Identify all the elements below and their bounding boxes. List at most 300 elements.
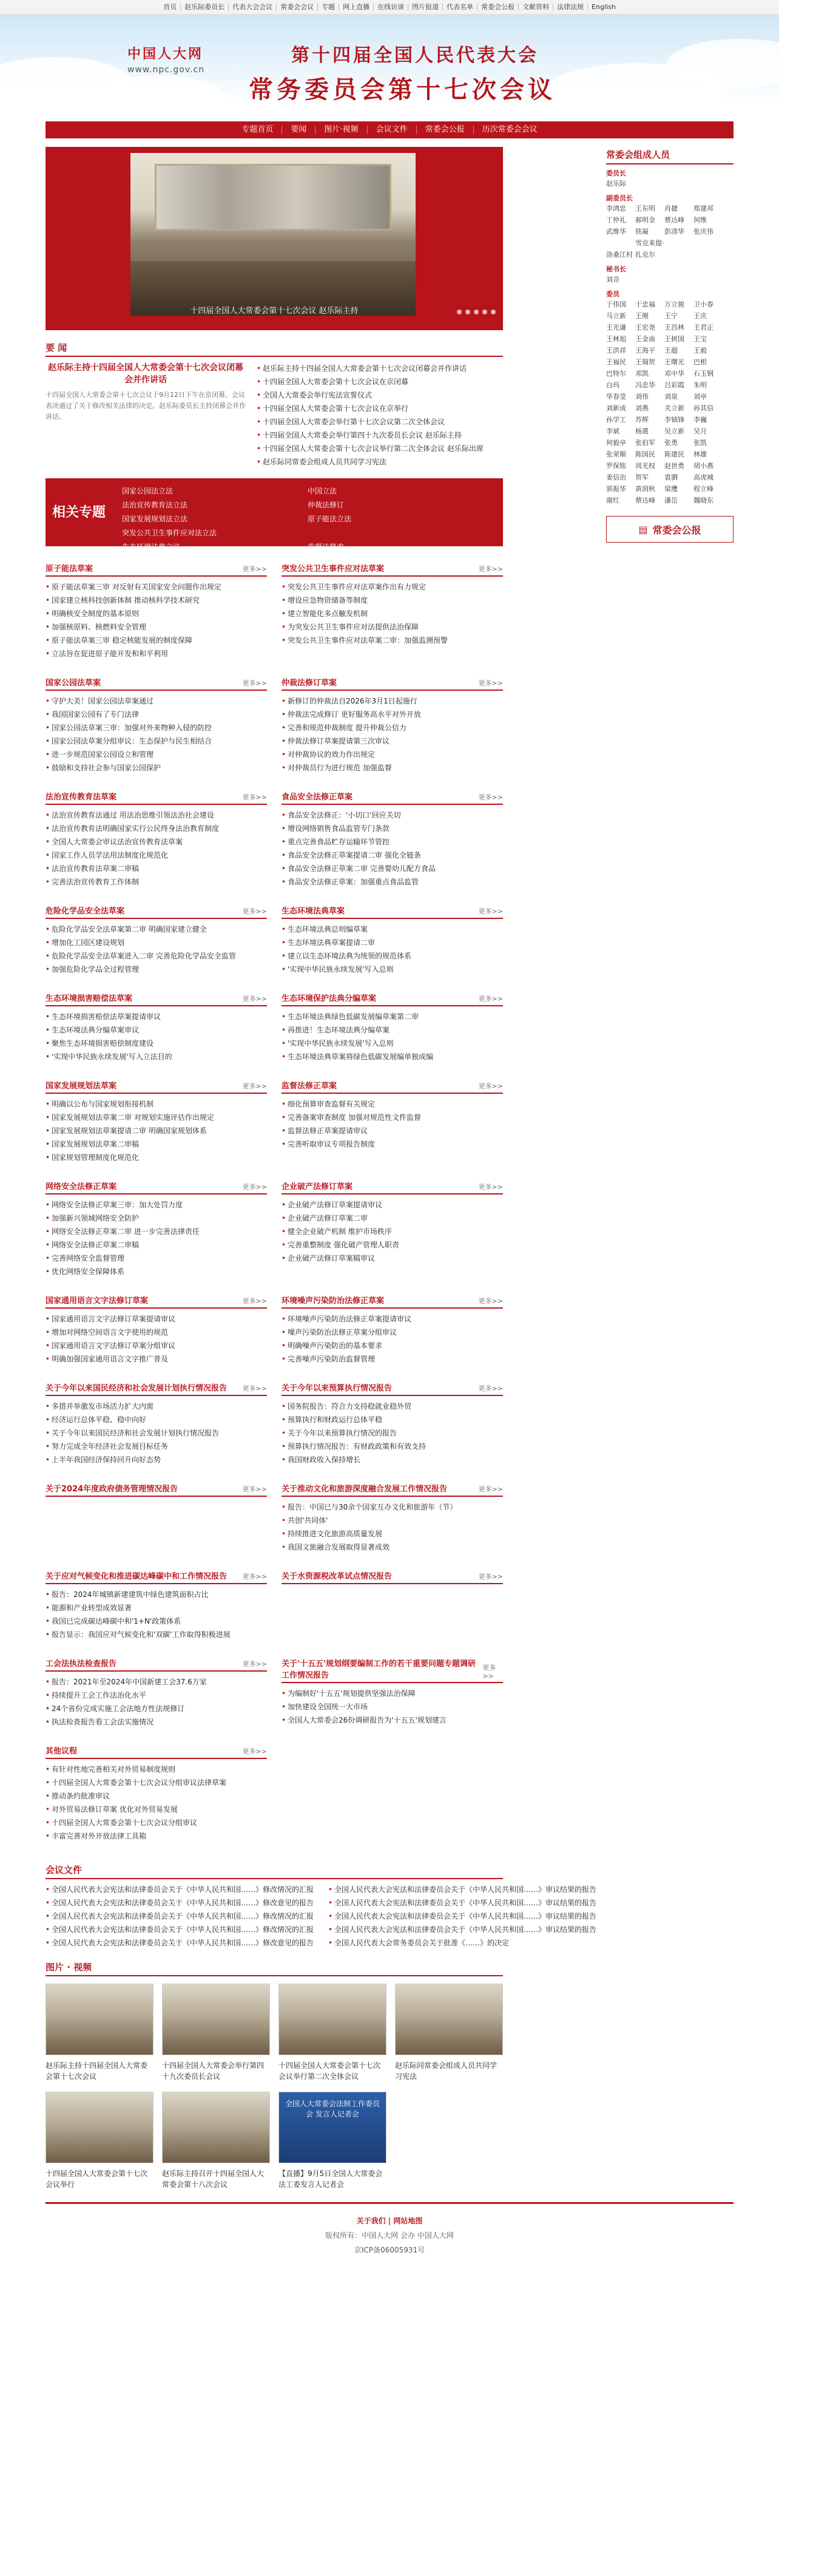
member-name[interactable]: 张庆伟 (693, 228, 713, 236)
agenda-item[interactable]: • 预算执行情况报告：有财政政策和有效支持 (282, 1440, 503, 1453)
topic-link[interactable]: 突发公共卫生事件应对法立法 (122, 529, 217, 537)
member-name[interactable]: 王曙光 (664, 358, 684, 366)
more-link[interactable]: 更多>> (242, 1082, 267, 1090)
member-name[interactable]: 刘燕 (635, 404, 649, 412)
news-item[interactable]: • 赵乐际主持十四届全国人大常委会第十七次会议闭幕会并作讲话 (257, 362, 503, 375)
member-name[interactable]: 罗保铭 (606, 462, 626, 470)
agenda-item[interactable]: • 加强危险化学品全过程管理 (46, 963, 267, 976)
member-name[interactable]: 邓中华 (664, 370, 684, 378)
topic-link[interactable]: 国家公园法立法 (122, 487, 174, 495)
agenda-title-text[interactable]: 企业破产法修订草案 (282, 1182, 353, 1191)
member-name[interactable]: 谢红 (606, 497, 619, 504)
member-name[interactable]: 丁仲礼 (606, 216, 626, 224)
agenda-item[interactable]: • 全国人大常委会审议法治宣传教育法草案 (46, 835, 267, 849)
agenda-item[interactable]: • 我国财政收入保持增长 (282, 1453, 503, 1466)
agenda-item[interactable]: • 聚焦生态环境损害赔偿制度建设 (46, 1037, 267, 1050)
member-name[interactable]: 郝明金 (635, 216, 655, 224)
agenda-title-text[interactable]: 原子能法草案 (46, 564, 93, 574)
member-name[interactable]: 王君正 (693, 324, 713, 331)
agenda-item[interactable]: • 报告显示：我国应对气候变化和'双碳'工作取得积极进展 (46, 1628, 267, 1641)
topnav-item[interactable]: 文献资料 (519, 4, 553, 11)
topic-link[interactable]: 仲裁法修订 (308, 501, 345, 509)
agenda-item[interactable]: • 重点完善食品贮存运输环节管控 (282, 835, 503, 849)
member-name[interactable]: 王宁 (664, 312, 678, 320)
agenda-item[interactable]: • 原子能法草案三审 对反射有关国家安全问题作出规定 (46, 580, 267, 594)
mainnav-item[interactable]: 会议文件 (368, 126, 417, 134)
photo-video-item[interactable] (46, 1984, 153, 2083)
member-name[interactable]: 王宏尧 (635, 324, 655, 331)
member-name[interactable]: 张勇 (664, 439, 678, 447)
doc-item[interactable]: • 全国人民代表大会宪法和法律委员会关于《中华人民共和国……》修改情况的汇报 (46, 1883, 314, 1896)
doc-item[interactable]: • 全国人民代表大会宪法和法律委员会关于《中华人民共和国……》修改情况的汇报 (46, 1923, 314, 1936)
agenda-item[interactable]: • 预算执行和财政运行总体平稳 (282, 1413, 503, 1426)
agenda-item[interactable]: • '实现中华民族永续发展'写入总则 (282, 963, 503, 976)
thumbnail-caption[interactable]: 十四届全国人大常委会举行第四十九次委员长会议 (162, 2061, 265, 2081)
member-name[interactable]: 周光权 (635, 462, 655, 470)
member-name[interactable]: 孙学工 (606, 416, 626, 424)
member-name[interactable]: 李钺锋 (664, 416, 684, 424)
agenda-item[interactable]: • 国家规划管理制度化规范化 (46, 1151, 267, 1164)
agenda-item[interactable]: • 突发公共卫生事件应对法草案作出有力规定 (282, 580, 503, 594)
agenda-item[interactable]: • 加快建设全国统一大市场 (282, 1700, 503, 1713)
member-name[interactable]: 王庆 (693, 312, 707, 320)
member-name[interactable]: 林雄 (693, 450, 707, 458)
agenda-item[interactable]: • 建立智能化多点触发机制 (282, 607, 503, 620)
member-name[interactable]: 洛桑江村 (606, 251, 633, 259)
thumbnail-caption[interactable]: 十四届全国人大常委会第十七次会议举行 (46, 2169, 148, 2189)
topnav-item[interactable]: 代表大会会议 (229, 4, 277, 11)
topic-link[interactable]: 国家发展规划法立法 (122, 515, 188, 523)
member-name[interactable]: 铁凝 (635, 228, 649, 236)
footer-links[interactable]: 关于我们 | 网站地图 (356, 2217, 423, 2225)
photo-video-item[interactable] (46, 2092, 153, 2191)
news-item[interactable]: • 十四届全国人大常委会举行第四十九次委员长会议 赵乐际主持 (257, 429, 503, 442)
agenda-title-text[interactable]: 关于水资源税改革试点情况报告 (282, 1572, 393, 1581)
agenda-item[interactable]: • 明确噪声污染防治的基本要求 (282, 1339, 503, 1352)
member-name[interactable]: 华春莹 (606, 393, 626, 401)
photo-video-item[interactable] (278, 1984, 386, 2083)
agenda-item[interactable]: • 推动条约批准审议 (46, 1789, 267, 1803)
photo-video-item[interactable] (395, 1984, 503, 2083)
member-name[interactable]: 王树国 (664, 335, 684, 343)
more-link[interactable]: 更多>> (478, 907, 503, 915)
agenda-item[interactable]: • 我国文旅融合发展取得显著成效 (282, 1541, 503, 1554)
member-name[interactable]: 孙其信 (693, 404, 713, 412)
doc-item[interactable]: • 全国人民代表大会宪法和法律委员会关于《中华人民共和国……》修改情况的汇报 (46, 1910, 314, 1923)
member-name[interactable]: 王海平 (635, 347, 655, 354)
member-name[interactable]: 蔡达峰 (635, 497, 655, 504)
member-name[interactable]: 高虎城 (693, 473, 713, 481)
agenda-title-text[interactable]: 关于2024年度政府债务管理情况报告 (46, 1485, 178, 1494)
topnav-item[interactable]: 法律法规 (553, 4, 588, 11)
member-name[interactable]: 刘伟 (635, 393, 649, 401)
member-name[interactable]: 李鸿忠 (606, 205, 626, 212)
news-item[interactable]: • 十四届全国人大常委会第十七次会议在京闭幕 (257, 375, 503, 388)
thumbnail-image[interactable] (162, 1984, 270, 2055)
member-name[interactable]: 冯忠华 (635, 381, 655, 389)
member-name[interactable]: 蔡达峰 (664, 216, 684, 224)
agenda-item[interactable]: • 生态环境法典分编草案审议 (46, 1023, 267, 1037)
member-name[interactable]: 卫小春 (693, 300, 713, 308)
member-name[interactable]: 雪克来提·扎克尔 (635, 239, 664, 259)
agenda-item[interactable]: • 生态环境法典绿色低碳发展编草案第二审 (282, 1010, 503, 1023)
agenda-item[interactable]: • 企业破产法修订草案提请审议 (282, 1198, 503, 1212)
agenda-item[interactable]: • 优化网络安全保障体系 (46, 1265, 267, 1278)
carousel-photo[interactable] (130, 153, 416, 316)
agenda-item[interactable]: • 完善和规范仲裁制度 提升仲裁公信力 (282, 721, 503, 734)
agenda-item[interactable]: • 关于今年以来预算执行情况的报告 (282, 1426, 503, 1440)
agenda-title-text[interactable]: 国家通用语言文字法修订草案 (46, 1296, 149, 1306)
member-name[interactable]: 巴根 (693, 358, 707, 366)
carousel-dot[interactable] (457, 310, 462, 314)
member-name[interactable]: 巴特尔 (606, 370, 626, 378)
news-item[interactable]: • 十四届全国人大常委会第十七次会议举行第二次全体会议 赵乐际出席 (257, 442, 503, 455)
agenda-title-text[interactable]: 其他议程 (46, 1747, 78, 1756)
agenda-item[interactable]: • 报告：2024年城镇新建建筑中绿色建筑面积占比 (46, 1588, 267, 1601)
agenda-item[interactable]: • 加强新兴领域网络安全防护 (46, 1212, 267, 1225)
agenda-item[interactable]: • 企业破产法修订草案稿审议 (282, 1252, 503, 1265)
member-name[interactable]: 王昌林 (664, 324, 684, 331)
agenda-title-text[interactable]: 工会法执法检查报告 (46, 1659, 117, 1669)
agenda-item[interactable]: • 执法检查报告看工会法实施情况 (46, 1715, 267, 1729)
agenda-item[interactable]: • 有针对性地完善相关对外贸易制度规则 (46, 1763, 267, 1776)
more-link[interactable]: 更多>> (478, 565, 503, 573)
agenda-item[interactable]: • 再推进！生态环境法典分编草案 (282, 1023, 503, 1037)
agenda-title-text[interactable]: 关于应对气候变化和推进碳达峰碳中和工作情况报告 (46, 1572, 228, 1581)
more-link[interactable]: 更多>> (478, 679, 503, 687)
more-link[interactable]: 更多>> (242, 1485, 267, 1493)
member-name[interactable]: 姜信治 (606, 473, 626, 481)
agenda-title-text[interactable]: 法治宣传教育法草案 (46, 793, 117, 802)
agenda-item[interactable]: • 上半年我国经济保持回升向好态势 (46, 1453, 267, 1466)
thumbnail-image[interactable] (46, 2092, 153, 2163)
member-name[interactable]: 张荣顺 (606, 450, 626, 458)
agenda-item[interactable]: • 建立以生态环境法典为统领的规范体系 (282, 949, 503, 963)
agenda-item[interactable]: • 危险化学品安全法草案进入二审 完善危险化学品安全监管 (46, 949, 267, 963)
agenda-item[interactable]: • 为编制好'十五五'规划提供坚强法治保障 (282, 1687, 503, 1700)
mainnav-item[interactable]: 专题首页 (233, 126, 282, 134)
agenda-item[interactable]: • 完善重整制度 强化破产管理人职责 (282, 1238, 503, 1252)
thumbnail-image[interactable] (46, 1984, 153, 2055)
member-name[interactable]: 胡小燕 (693, 462, 713, 470)
agenda-title-text[interactable]: 国家发展规划法草案 (46, 1082, 117, 1091)
agenda-item[interactable]: • 加强核原料、核燃料安全管理 (46, 620, 267, 634)
agenda-item[interactable]: • 原子能法草案三审 稳定核能发展的制度保障 (46, 634, 267, 647)
agenda-item[interactable]: • '实现中华民族永续发展'写入总则 (282, 1037, 503, 1050)
site-logo[interactable] (127, 44, 204, 75)
agenda-item[interactable]: • 国务院报告：符合力支持稳就业稳外贸 (282, 1400, 503, 1413)
agenda-item[interactable]: • 国家公园法草案分组审议：生态保护与民生相结合 (46, 734, 267, 748)
member-name[interactable]: 王光谦 (606, 324, 626, 331)
agenda-item[interactable]: • 生态环境法典草案将绿色低碳发展编单独成编 (282, 1050, 503, 1063)
member-name[interactable]: 刘泉 (664, 393, 678, 401)
topnav-item[interactable]: English (592, 2, 616, 11)
agenda-item[interactable]: • 完善听取审议专项报告制度 (282, 1137, 503, 1151)
more-link[interactable]: 更多>> (242, 1660, 267, 1668)
agenda-item[interactable]: • 生态环境法典总则编草案 (282, 923, 503, 936)
member-name[interactable]: 王金南 (635, 335, 655, 343)
more-link[interactable]: 更多>> (478, 1385, 503, 1392)
topnav-item[interactable]: 网上直播 (339, 4, 374, 11)
member-name[interactable]: 魏晓东 (693, 497, 713, 504)
carousel-caption[interactable]: 十四届全国人大常委会第十七次会议 赵乐际主持 (190, 307, 359, 316)
agenda-item[interactable]: • 国家工作人员学法用法制度化规范化 (46, 849, 267, 862)
agenda-title-text[interactable]: 生态环境法典草案 (282, 907, 345, 916)
agenda-title-text[interactable]: 关于今年以来国民经济和社会发展计划执行情况报告 (46, 1384, 228, 1393)
agenda-title-text[interactable]: 监督法修正草案 (282, 1082, 337, 1091)
member-name[interactable]: 李巍 (693, 416, 707, 424)
agenda-title-text[interactable]: 生态环境保护法典分编草案 (282, 994, 377, 1003)
agenda-item[interactable]: • 丰富完善对外开放法律工具箱 (46, 1829, 267, 1843)
topnav-item[interactable]: 在线访谈 (374, 4, 408, 11)
agenda-item[interactable]: • 法治宣传教育法通过 用法治思维引领法治社会建设 (46, 808, 267, 822)
member-name[interactable]: 王洪祥 (606, 347, 626, 354)
topnav-item[interactable]: 赵乐际委员长 (181, 4, 229, 11)
agenda-item[interactable]: • 法治宣传教育法草案二审稿 (46, 862, 267, 875)
agenda-item[interactable]: • 多措并举激发市场活力扩大内需 (46, 1400, 267, 1413)
member-name[interactable]: 吴立新 (664, 427, 684, 435)
member-name[interactable]: 王宝 (693, 335, 707, 343)
member-name[interactable]: 张伯军 (635, 439, 655, 447)
agenda-item[interactable]: • 增加化工园区建设规划 (46, 936, 267, 949)
member-name[interactable]: 王刚 (635, 312, 649, 320)
photo-carousel[interactable] (46, 147, 503, 330)
topnav-item[interactable]: 常委会会议 (277, 4, 318, 11)
topic-link[interactable]: 监督法修改 (308, 543, 345, 551)
agenda-title-text[interactable]: 关于推动文化和旅游深度融合发展工作情况报告 (282, 1485, 448, 1494)
doc-item[interactable]: • 全国人民代表大会宪法和法律委员会关于《中华人民共和国……》审议结果的报告 (328, 1883, 596, 1896)
agenda-item[interactable]: • 监督法修正草案提请审议 (282, 1124, 503, 1137)
lead-story-title[interactable]: 赵乐际主持十四届全国人大常委会第十七次会议闭幕会并作讲话 (48, 363, 243, 385)
member-name[interactable]: 陈建民 (664, 450, 684, 458)
agenda-item[interactable]: • 仲裁法修订草案提请第三次审议 (282, 734, 503, 748)
member-name[interactable]: 郑建邦 (693, 205, 713, 212)
agenda-item[interactable]: • 对外贸易法修订草案 优化对外贸易发展 (46, 1803, 267, 1816)
agenda-title-text[interactable]: 网络安全法修正草案 (46, 1182, 117, 1191)
member-name[interactable]: 贺军 (635, 473, 649, 481)
agenda-item[interactable]: • 国家发展规划法草案二审 对规划实施评估作出规定 (46, 1111, 267, 1124)
member-name[interactable]: 苏辉 (635, 416, 649, 424)
member-name[interactable]: 刘奇 (606, 276, 619, 283)
thumbnail-image[interactable] (395, 1984, 503, 2055)
thumbnail-caption[interactable]: 赵乐际主持召开十四届全国人大常委会第十八次会议 (162, 2169, 265, 2189)
doc-item[interactable]: • 全国人民代表大会常务委员会关于批准《……》的决定 (328, 1936, 596, 1950)
agenda-item[interactable]: • 生态环境法典草案提请二审 (282, 936, 503, 949)
agenda-item[interactable]: • 进一步规范国家公园设立和管理 (46, 748, 267, 761)
agenda-item[interactable]: • 网络安全法修正草案二审稿 (46, 1238, 267, 1252)
agenda-item[interactable]: • 环境噪声污染防治法修正草案提请审议 (282, 1312, 503, 1326)
carousel-dot[interactable] (465, 310, 470, 314)
topnav-item[interactable]: 代表名单 (443, 4, 477, 11)
member-name[interactable]: 陈国民 (635, 450, 655, 458)
agenda-item[interactable]: • 国家建立核科技创新体制 推动核科学技术研究 (46, 594, 267, 607)
more-link[interactable]: 更多>> (478, 1297, 503, 1305)
member-name[interactable]: 赵乐际 (606, 180, 626, 188)
topnav-item[interactable]: 首页 (160, 4, 181, 11)
agenda-item[interactable]: • 突发公共卫生事件应对法草案二审：加强监测预警 (282, 634, 503, 647)
news-item[interactable]: • 十四届全国人大常委会第十七次会议在京举行 (257, 402, 503, 415)
agenda-item[interactable]: • 鼓励和支持社会参与国家公园保护 (46, 761, 267, 774)
member-name[interactable]: 张凯 (693, 439, 707, 447)
member-name[interactable]: 李斌 (606, 427, 619, 435)
thumbnail-image[interactable] (162, 2092, 270, 2163)
footer-icp[interactable]: 京ICP备06005931号 (354, 2246, 425, 2254)
agenda-item[interactable]: • 食品安全法修正草案二审 完善婴幼儿配方食品 (282, 862, 503, 875)
agenda-item[interactable]: • 持续推进文化旅游高质量发展 (282, 1527, 503, 1541)
agenda-item[interactable]: • 增加对网络空间语言文字使用的规范 (46, 1326, 267, 1339)
agenda-item[interactable]: • 网络安全法修正草案三审：加大处罚力度 (46, 1198, 267, 1212)
gazette-banner[interactable] (606, 516, 734, 543)
agenda-item[interactable]: • 共创'共同体' (282, 1514, 503, 1527)
agenda-item[interactable]: • 危险化学品安全法草案第二审 明确国家建立健全 (46, 923, 267, 936)
more-link[interactable]: 更多>> (478, 1183, 503, 1191)
agenda-item[interactable]: • 食品安全法修正草案：加强重点食品监管 (282, 875, 503, 889)
doc-item[interactable]: • 全国人民代表大会宪法和法律委员会关于《中华人民共和国……》审议结果的报告 (328, 1896, 596, 1910)
member-name[interactable]: 武维华 (606, 228, 626, 236)
agenda-item[interactable]: • 守护大美！国家公园法草案通过 (46, 694, 267, 708)
agenda-item[interactable]: • 国家公园法草案三审：加强对外来物种入侵的防控 (46, 721, 267, 734)
photo-video-item[interactable] (162, 1984, 270, 2083)
more-link[interactable]: 更多>> (478, 1573, 503, 1581)
thumbnail-image[interactable] (278, 1984, 386, 2055)
agenda-item[interactable]: • 对仲裁员行为进行规范 加强监督 (282, 761, 503, 774)
doc-item[interactable]: • 全国人民代表大会宪法和法律委员会关于《中华人民共和国……》修改意见的报告 (46, 1896, 314, 1910)
agenda-item[interactable]: • 我国国家公园有了专门法律 (46, 708, 267, 721)
more-link[interactable]: 更多>> (242, 1573, 267, 1581)
thumbnail-caption[interactable]: 【直播】9月5日全国人大常委会法工委发言人记者会 (278, 2169, 383, 2189)
thumbnail-caption[interactable]: 赵乐际主持十四届全国人大常委会第十七次会议 (46, 2061, 148, 2081)
member-name[interactable]: 王毅 (693, 347, 707, 354)
member-name[interactable]: 刘新成 (606, 404, 626, 412)
member-name[interactable]: 何维 (693, 216, 707, 224)
more-link[interactable]: 更多>> (242, 1385, 267, 1392)
member-name[interactable]: 关立新 (664, 404, 684, 412)
agenda-item[interactable]: • 十四届全国人大常委会第十七次会议分组审议 (46, 1816, 267, 1829)
agenda-title-text[interactable]: 食品安全法修正草案 (282, 793, 353, 802)
more-link[interactable]: 更多>> (478, 793, 503, 801)
agenda-item[interactable]: • 国家通用语言文字法修订草案提请审议 (46, 1312, 267, 1326)
topnav-item[interactable]: 图片报道 (408, 4, 443, 11)
agenda-item[interactable]: • 报告：2021年至2024年中国新建工会37.6万家 (46, 1675, 267, 1689)
photo-video-item[interactable] (278, 2092, 386, 2191)
topic-link[interactable]: 中国立法 (308, 487, 337, 495)
agenda-item[interactable]: • 增设应急物资储备等制度 (282, 594, 503, 607)
agenda-item[interactable]: • 国家发展规划法草案二审稿 (46, 1137, 267, 1151)
agenda-item[interactable]: • 完善噪声污染防治监督管理 (282, 1352, 503, 1366)
agenda-item[interactable]: • 仲裁法完成修订 更好服务高水平对外开放 (282, 708, 503, 721)
member-name[interactable]: 郭振华 (606, 485, 626, 493)
thumbnail-caption[interactable]: 十四届全国人大常委会第十七次会议举行第二次全体会议 (278, 2061, 381, 2081)
member-name[interactable]: 黄润秋 (635, 485, 655, 493)
carousel-dot[interactable] (474, 310, 479, 314)
agenda-item[interactable]: • 食品安全法修正草案提请二审 强化全链条 (282, 849, 503, 862)
more-link[interactable]: 更多>> (478, 1485, 503, 1493)
agenda-item[interactable]: • 明确加强国家通用语言文字推广普及 (46, 1352, 267, 1366)
agenda-item[interactable]: • 关于今年以来国民经济和社会发展计划执行情况报告 (46, 1426, 267, 1440)
member-name[interactable]: 邓凯 (635, 370, 649, 378)
member-name[interactable]: 潘岳 (664, 497, 678, 504)
member-name[interactable]: 王福民 (606, 358, 626, 366)
agenda-item[interactable]: • 网络安全法修正草案二审 进一步完善法律责任 (46, 1225, 267, 1238)
agenda-item[interactable]: • 持续提升工会工作法治化水平 (46, 1689, 267, 1702)
more-link[interactable]: 更多>> (242, 1183, 267, 1191)
news-item[interactable]: • 全国人大常委会举行宪法宣誓仪式 (257, 388, 503, 402)
mainnav-item[interactable]: 要闻 (282, 126, 315, 134)
member-name[interactable]: 肖捷 (664, 205, 678, 212)
more-link[interactable]: 更多>> (242, 679, 267, 687)
topnav-item[interactable]: 常委会公报 (477, 4, 519, 11)
agenda-item[interactable]: • 国家通用语言文字法修订草案分组审议 (46, 1339, 267, 1352)
lead-story[interactable] (46, 362, 246, 469)
member-name[interactable]: 吕彩霞 (664, 381, 684, 389)
member-name[interactable]: 梁鹰 (664, 485, 678, 493)
mainnav-item[interactable]: 图片·视频 (315, 126, 367, 134)
news-item[interactable]: • 赵乐际同常委会组成人员共同学习宪法 (257, 455, 503, 469)
agenda-item[interactable]: • 噪声污染防治法修正草案分组审议 (282, 1326, 503, 1339)
more-link[interactable]: 更多>> (242, 565, 267, 573)
agenda-title-text[interactable]: 仲裁法修订草案 (282, 679, 337, 688)
agenda-item[interactable]: • 法治宣传教育法明确国家实行公民终身法治教育制度 (46, 822, 267, 835)
agenda-item[interactable]: • 全国人大常委会26份调研报告为'十五五'规划建言 (282, 1713, 503, 1727)
agenda-item[interactable]: • '实现中华民族永续发展'写入立法目的 (46, 1050, 267, 1063)
member-name[interactable]: 何毅亭 (606, 439, 626, 447)
more-link[interactable]: 更多>> (242, 793, 267, 801)
agenda-item[interactable]: • 新修订的仲裁法自2026年3月1日起施行 (282, 694, 503, 708)
more-link[interactable]: 更多>> (482, 1664, 496, 1680)
agenda-item[interactable]: • 完善备案审查制度 加强对规范性文件监督 (282, 1111, 503, 1124)
more-link[interactable]: 更多>> (242, 1747, 267, 1755)
member-name[interactable]: 王超 (664, 347, 678, 354)
thumbnail-image[interactable] (278, 2092, 386, 2163)
mainnav-item[interactable]: 常委会公报 (417, 126, 474, 134)
news-item[interactable]: • 十四届全国人大常委会举行第十七次会议第二次全体会议 (257, 415, 503, 429)
agenda-item[interactable]: • 明确以公布与国家规划衔接机制 (46, 1097, 267, 1111)
agenda-title-text[interactable]: 危险化学品安全法草案 (46, 907, 125, 916)
mainnav-item[interactable]: 历次常委会会议 (482, 125, 538, 134)
member-name[interactable]: 程立峰 (693, 485, 713, 493)
member-name[interactable]: 王瑞贺 (635, 358, 655, 366)
agenda-item[interactable]: • 对仲裁协议的效力作出规定 (282, 748, 503, 761)
more-link[interactable]: 更多>> (242, 1297, 267, 1305)
member-name[interactable]: 白玛 (606, 381, 619, 389)
doc-item[interactable]: • 全国人民代表大会宪法和法律委员会关于《中华人民共和国……》审议结果的报告 (328, 1923, 596, 1936)
agenda-item[interactable]: • 国家发展规划法草案提请二审 明确国家规划体系 (46, 1124, 267, 1137)
agenda-title-text[interactable]: 环境噪声污染防治法修正草案 (282, 1296, 385, 1306)
member-name[interactable]: 于伟国 (606, 300, 626, 308)
member-name[interactable]: 朱明 (693, 381, 707, 389)
agenda-item[interactable]: • 健全企业破产机制 维护市场秩序 (282, 1225, 503, 1238)
agenda-item[interactable]: • 经济运行总体平稳、稳中向好 (46, 1413, 267, 1426)
carousel-dot[interactable] (482, 310, 487, 314)
topnav-item[interactable]: 专题 (318, 4, 339, 11)
agenda-item[interactable]: • 十四届全国人大常委会第十七次会议分组审议法律草案 (46, 1776, 267, 1789)
doc-item[interactable]: • 全国人民代表大会宪法和法律委员会关于《中华人民共和国……》审议结果的报告 (328, 1910, 596, 1923)
agenda-item[interactable]: • 企业破产法修订草案二审 (282, 1212, 503, 1225)
agenda-item[interactable]: • 增设网络销售食品监管专门条款 (282, 822, 503, 835)
member-name[interactable]: 王林旭 (606, 335, 626, 343)
member-name[interactable]: 杨震 (635, 427, 649, 435)
agenda-item[interactable]: • 努力完成全年经济社会发展目标任务 (46, 1440, 267, 1453)
agenda-title-text[interactable]: 关于'十五五'规划纲要编制工作的若干重要问题专题调研工作情况报告 (282, 1659, 476, 1680)
agenda-item[interactable]: • 24个省份完成实施工会法地方性法规修订 (46, 1702, 267, 1715)
agenda-title-text[interactable]: 突发公共卫生事件应对法草案 (282, 564, 385, 574)
member-name[interactable]: 袁驷 (664, 473, 678, 481)
agenda-title-text[interactable]: 国家公园法草案 (46, 679, 101, 688)
member-name[interactable]: 于忠福 (635, 300, 655, 308)
photo-video-item[interactable] (162, 2092, 270, 2191)
more-link[interactable]: 更多>> (478, 995, 503, 1003)
agenda-item[interactable]: • 生态环境损害赔偿法草案提请审议 (46, 1010, 267, 1023)
